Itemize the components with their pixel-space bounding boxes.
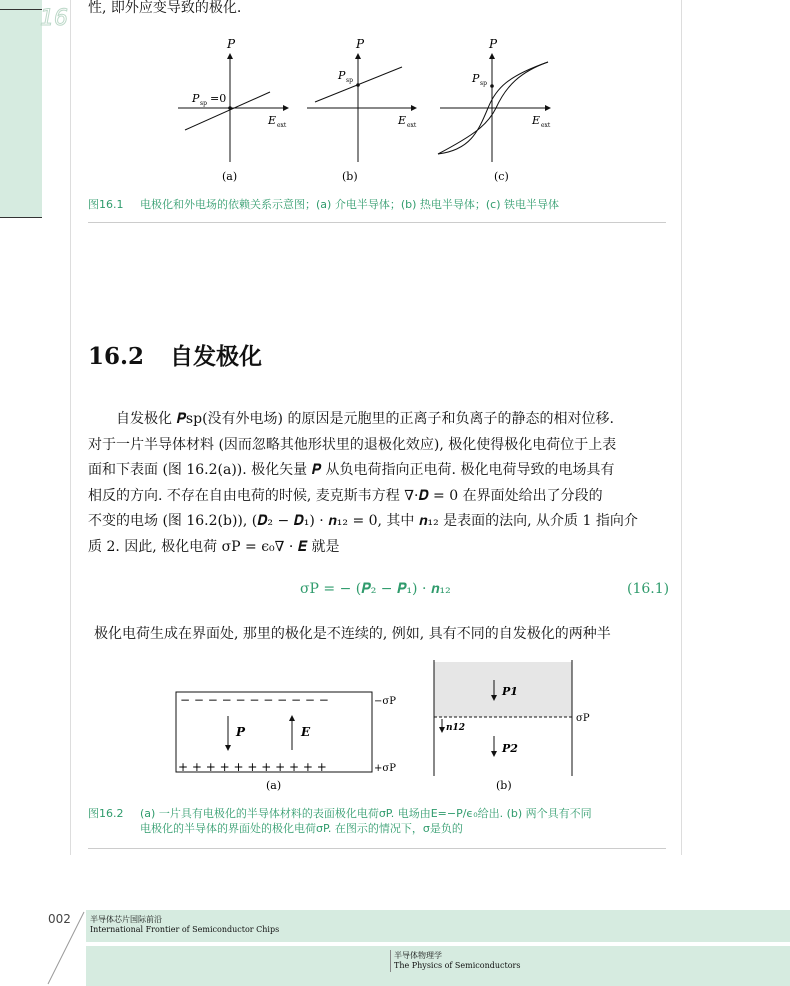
- text-line: 对于一片半导体材料 (因而忽略其他形状里的退极化效应), 极化使得极化电荷位于上表: [88, 436, 617, 453]
- chapter-title-en: The Physics of Semiconductors: [394, 961, 521, 970]
- book-title-en: International Frontier of Semiconductor Chips: [90, 925, 280, 934]
- text-line: 相反的方向. 不存在自由电荷的时候, 麦克斯韦方程 ∇·𝑫 = 0 在界面处给出了分段的: [88, 487, 603, 504]
- chapter-tab: [0, 0, 42, 218]
- figure-16-2-caption: [88, 806, 592, 836]
- panel-tag: (c): [494, 170, 509, 183]
- chapter-tab-rule: [0, 217, 42, 218]
- caption-line: 电极化的半导体的界面处的极化电荷σP. 在图示的情况下，σ是负的: [140, 822, 463, 835]
- point-label: P: [472, 72, 480, 85]
- point-sub: sp: [346, 77, 353, 84]
- x-axis-sub: ext: [541, 122, 551, 129]
- section-number: 16.2: [88, 343, 145, 370]
- caption-text: 电极化和外电场的依赖关系示意图；(a) 介电半导体；(b) 热电半导体；(c) 铁电半导体: [140, 198, 560, 211]
- n12-label: n12: [446, 723, 466, 733]
- figure-16-1-panel-a: [178, 37, 288, 183]
- equation-number: (16.1): [627, 581, 670, 597]
- footer-separator: [390, 950, 391, 972]
- section-heading: [88, 338, 288, 371]
- sigma-label: σP: [576, 713, 590, 724]
- paragraph-1: [88, 407, 666, 560]
- caption-label: 图16.2: [88, 807, 124, 820]
- section-title: 自发极化: [170, 343, 263, 370]
- book-title-cn: 半导体芯片国际前沿: [90, 915, 162, 924]
- top-text-line: 性, 即外应变导致的极化.: [88, 0, 242, 16]
- text-line: 自发极化 𝑷sp(没有外电场) 的原因是元胞里的正离子和负离子的静态的相对位移.: [116, 411, 614, 427]
- x-axis-sub: ext: [277, 122, 287, 129]
- chapter-tab-rule: [0, 9, 42, 10]
- x-axis-label: E: [268, 114, 277, 127]
- p2-label: P2: [502, 742, 518, 755]
- figure-16-2-panel-b: [434, 660, 590, 792]
- figure-16-1: [170, 32, 560, 187]
- x-axis-label: E: [532, 114, 541, 127]
- x-axis-sub: ext: [407, 122, 417, 129]
- p1-label: P1: [502, 685, 518, 698]
- page-number: 002: [48, 912, 71, 926]
- caption-rule: [88, 848, 666, 849]
- footer-divider: [86, 942, 790, 946]
- caption-rule: [88, 222, 666, 223]
- panel-tag: (a): [222, 170, 238, 183]
- text-line: 质 2. 因此, 极化电荷 σP = ϵ₀∇ · 𝑬 就是: [88, 538, 340, 555]
- chapter-title-cn: 半导体物理学: [394, 951, 442, 960]
- p-vector-label: P: [236, 725, 246, 739]
- x-axis-label: E: [398, 114, 407, 127]
- point-label: P: [192, 92, 200, 105]
- paragraph-2: 极化电荷生成在界面处, 那里的极化是不连续的, 例如, 具有不同的自发极化的两种半: [94, 626, 611, 642]
- point-sub: sp: [200, 100, 207, 107]
- point-suffix: =0: [210, 92, 227, 105]
- equation-16-1: σP = − (𝑷₂ − 𝑷₁) · 𝒏₁₂: [300, 581, 451, 597]
- y-axis-label: P: [356, 37, 365, 51]
- right-margin-rule: [681, 0, 682, 855]
- e-vector-label: E: [301, 725, 311, 739]
- bottom-charge-label: +σP: [374, 763, 396, 774]
- y-axis-label: P: [227, 37, 236, 51]
- point-label: P: [338, 69, 346, 82]
- caption-line: (a) 一片具有电极化的半导体材料的表面极化电荷σP. 电场由E=−P/ϵ₀给出. (b) 两个具有不同: [140, 807, 592, 820]
- point-sub: sp: [480, 80, 487, 87]
- panel-tag: (b): [496, 779, 512, 792]
- top-charge-label: −σP: [374, 696, 396, 707]
- figure-16-1-panel-c: [438, 37, 551, 183]
- minus-charges: − − − − − − − − − − −: [180, 693, 329, 707]
- figure-16-2-panel-a: [176, 692, 396, 792]
- figure-16-2: [170, 658, 600, 798]
- book-title: [90, 915, 279, 935]
- caption-label: 图16.1: [88, 198, 124, 211]
- chapter-number: 16: [40, 6, 68, 31]
- panel-tag: (a): [266, 779, 282, 792]
- text-line: 面和下表面 (图 16.2(a)). 极化矢量 𝑷 从负电荷指向正电荷. 极化电荷导致的电场具有: [88, 462, 615, 478]
- y-axis-label: P: [489, 37, 498, 51]
- figure-16-1-caption: [88, 196, 559, 212]
- plus-charges: + + + + + + + + + + +: [178, 760, 327, 774]
- panel-tag: (b): [342, 170, 358, 183]
- figure-16-1-panel-b: [307, 37, 417, 183]
- chapter-title: [394, 951, 520, 971]
- left-margin-rule: [70, 0, 71, 855]
- text-line: 不变的电场 (图 16.2(b)), (𝑫₂ − 𝑫₁) · 𝒏₁₂ = 0, 其中 𝒏₁₂ 是表面的法向, 从介质 1 指向介: [88, 513, 638, 529]
